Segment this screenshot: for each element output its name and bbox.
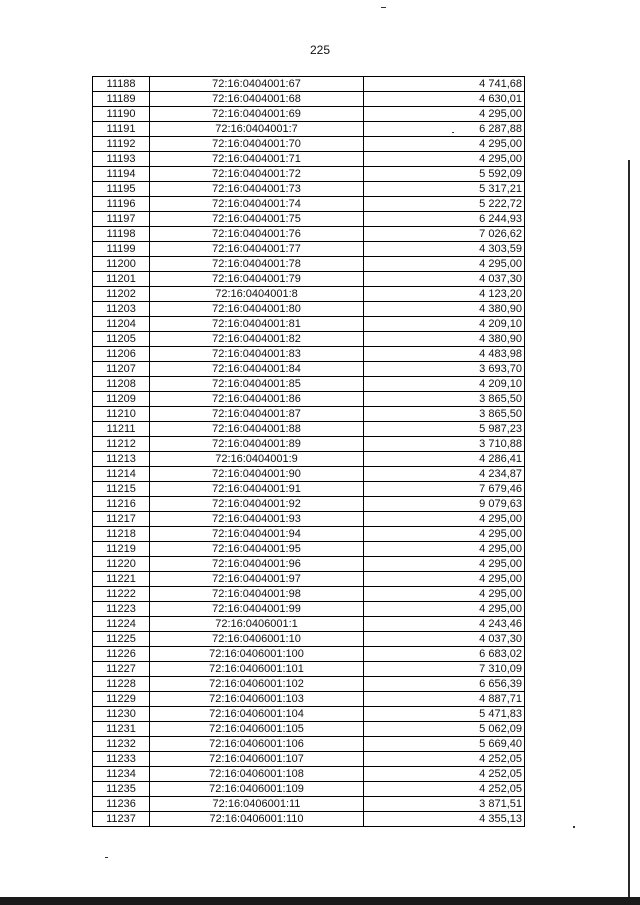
table-row xyxy=(93,287,525,302)
row-number-cell: 11198 xyxy=(93,227,150,242)
table-row xyxy=(93,122,525,137)
cadastral-number-cell: 72:16:0404001:90 xyxy=(150,467,364,482)
cadastral-value-cell: 4 252,05 xyxy=(364,752,525,767)
cadastral-number-cell: 72:16:0404001:74 xyxy=(150,197,364,212)
cadastral-value-cell: 4 483,98 xyxy=(364,347,525,362)
table-row xyxy=(93,557,525,572)
row-number-cell: 11213 xyxy=(93,452,150,467)
row-number-cell: 11221 xyxy=(93,572,150,587)
row-number-cell: 11201 xyxy=(93,272,150,287)
row-number-cell: 11235 xyxy=(93,782,150,797)
row-number-cell: 11207 xyxy=(93,362,150,377)
cadastral-number-cell: 72:16:0404001:99 xyxy=(150,602,364,617)
cadastral-number-cell: 72:16:0406001:107 xyxy=(150,752,364,767)
row-number-cell: 11214 xyxy=(93,467,150,482)
row-number-cell: 11188 xyxy=(93,77,150,92)
cadastral-value-cell: 3 871,51 xyxy=(364,797,525,812)
cadastral-value-cell: 5 592,09 xyxy=(364,167,525,182)
row-number-cell: 11218 xyxy=(93,527,150,542)
row-number-cell: 11211 xyxy=(93,422,150,437)
cadastral-value-cell: 4 243,46 xyxy=(364,617,525,632)
cadastral-value-cell: 5 471,83 xyxy=(364,707,525,722)
table-row xyxy=(93,752,525,767)
table-row xyxy=(93,302,525,317)
cadastral-number-cell: 72:16:0406001:1 xyxy=(150,617,364,632)
cadastral-number-cell: 72:16:0404001:87 xyxy=(150,407,364,422)
scan-edge-right xyxy=(628,160,630,905)
cadastral-number-cell: 72:16:0406001:103 xyxy=(150,692,364,707)
cadastral-value-cell: 5 669,40 xyxy=(364,737,525,752)
scan-speck xyxy=(452,132,454,133)
cadastral-number-cell: 72:16:0404001:86 xyxy=(150,392,364,407)
cadastral-number-cell: 72:16:0406001:100 xyxy=(150,647,364,662)
cadastral-value-cell: 6 683,02 xyxy=(364,647,525,662)
row-number-cell: 11227 xyxy=(93,662,150,677)
table-row xyxy=(93,527,525,542)
cadastral-number-cell: 72:16:0406001:110 xyxy=(150,812,364,827)
table-row xyxy=(93,782,525,797)
cadastral-number-cell: 72:16:0404001:83 xyxy=(150,347,364,362)
cadastral-value-cell: 4 295,00 xyxy=(364,557,525,572)
cadastral-number-cell: 72:16:0406001:10 xyxy=(150,632,364,647)
table-row xyxy=(93,212,525,227)
cadastral-number-cell: 72:16:0404001:97 xyxy=(150,572,364,587)
cadastral-number-cell: 72:16:0404001:91 xyxy=(150,482,364,497)
cadastral-number-cell: 72:16:0404001:77 xyxy=(150,242,364,257)
row-number-cell: 11192 xyxy=(93,137,150,152)
cadastral-value-cell: 5 062,09 xyxy=(364,722,525,737)
cadastral-value-cell: 7 026,62 xyxy=(364,227,525,242)
row-number-cell: 11231 xyxy=(93,722,150,737)
row-number-cell: 11224 xyxy=(93,617,150,632)
row-number-cell: 11216 xyxy=(93,497,150,512)
row-number-cell: 11217 xyxy=(93,512,150,527)
scan-speck xyxy=(105,857,108,858)
table-row xyxy=(93,152,525,167)
cadastral-value-cell: 4 252,05 xyxy=(364,782,525,797)
cadastral-number-cell: 72:16:0404001:93 xyxy=(150,512,364,527)
table-row xyxy=(93,272,525,287)
cadastral-value-cell: 4 295,00 xyxy=(364,542,525,557)
cadastral-value-cell: 4 295,00 xyxy=(364,152,525,167)
cadastral-value-cell: 5 987,23 xyxy=(364,422,525,437)
cadastral-number-cell: 72:16:0404001:76 xyxy=(150,227,364,242)
table-row xyxy=(93,227,525,242)
cadastral-value-cell: 6 244,93 xyxy=(364,212,525,227)
row-number-cell: 11228 xyxy=(93,677,150,692)
row-number-cell: 11195 xyxy=(93,182,150,197)
row-number-cell: 11215 xyxy=(93,482,150,497)
cadastral-value-cell: 6 656,39 xyxy=(364,677,525,692)
row-number-cell: 11204 xyxy=(93,317,150,332)
cadastral-number-cell: 72:16:0404001:69 xyxy=(150,107,364,122)
row-number-cell: 11210 xyxy=(93,407,150,422)
cadastral-value-cell: 4 887,71 xyxy=(364,692,525,707)
row-number-cell: 11199 xyxy=(93,242,150,257)
cadastral-number-cell: 72:16:0404001:82 xyxy=(150,332,364,347)
row-number-cell: 11220 xyxy=(93,557,150,572)
cadastral-number-cell: 72:16:0404001:68 xyxy=(150,92,364,107)
table-row xyxy=(93,362,525,377)
table-row xyxy=(93,467,525,482)
table-row xyxy=(93,617,525,632)
row-number-cell: 11205 xyxy=(93,332,150,347)
cadastral-value-cell: 4 295,00 xyxy=(364,572,525,587)
cadastral-number-cell: 72:16:0404001:7 xyxy=(150,122,364,137)
row-number-cell: 11212 xyxy=(93,437,150,452)
table-row xyxy=(93,257,525,272)
cadastral-number-cell: 72:16:0404001:89 xyxy=(150,437,364,452)
row-number-cell: 11197 xyxy=(93,212,150,227)
cadastral-value-cell: 4 303,59 xyxy=(364,242,525,257)
table-row xyxy=(93,512,525,527)
table-row xyxy=(93,767,525,782)
cadastral-value-cell: 4 295,00 xyxy=(364,512,525,527)
cadastral-value-cell: 4 295,00 xyxy=(364,137,525,152)
table-row xyxy=(93,437,525,452)
scan-speck xyxy=(573,826,575,828)
cadastral-value-cell: 3 710,88 xyxy=(364,437,525,452)
table-row xyxy=(93,722,525,737)
cadastral-value-cell: 4 380,90 xyxy=(364,302,525,317)
cadastral-number-cell: 72:16:0404001:78 xyxy=(150,257,364,272)
scan-speck xyxy=(381,7,386,8)
page-number: 225 xyxy=(309,43,331,57)
table-row xyxy=(93,422,525,437)
table-row xyxy=(93,317,525,332)
table-row xyxy=(93,377,525,392)
table-row xyxy=(93,587,525,602)
table-row xyxy=(93,92,525,107)
cadastral-number-cell: 72:16:0404001:94 xyxy=(150,527,364,542)
row-number-cell: 11191 xyxy=(93,122,150,137)
table-row xyxy=(93,692,525,707)
cadastral-value-cell: 3 865,50 xyxy=(364,392,525,407)
table-row xyxy=(93,197,525,212)
cadastral-number-cell: 72:16:0406001:101 xyxy=(150,662,364,677)
row-number-cell: 11230 xyxy=(93,707,150,722)
cadastral-number-cell: 72:16:0404001:67 xyxy=(150,77,364,92)
cadastral-value-cell: 4 209,10 xyxy=(364,377,525,392)
table-row xyxy=(93,347,525,362)
cadastral-number-cell: 72:16:0404001:75 xyxy=(150,212,364,227)
table-row xyxy=(93,107,525,122)
cadastral-value-cell: 5 317,21 xyxy=(364,182,525,197)
table-row xyxy=(93,707,525,722)
cadastral-number-cell: 72:16:0404001:85 xyxy=(150,377,364,392)
row-number-cell: 11196 xyxy=(93,197,150,212)
table-row xyxy=(93,392,525,407)
table-body xyxy=(93,77,525,827)
cadastral-number-cell: 72:16:0404001:80 xyxy=(150,302,364,317)
cadastral-value-cell: 4 295,00 xyxy=(364,257,525,272)
table-row xyxy=(93,407,525,422)
cadastral-number-cell: 72:16:0404001:95 xyxy=(150,542,364,557)
row-number-cell: 11233 xyxy=(93,752,150,767)
cadastral-number-cell: 72:16:0406001:11 xyxy=(150,797,364,812)
cadastral-value-cell: 4 741,68 xyxy=(364,77,525,92)
row-number-cell: 11190 xyxy=(93,107,150,122)
cadastral-number-cell: 72:16:0404001:71 xyxy=(150,152,364,167)
cadastral-number-cell: 72:16:0404001:73 xyxy=(150,182,364,197)
cadastral-number-cell: 72:16:0404001:92 xyxy=(150,497,364,512)
cadastral-number-cell: 72:16:0404001:84 xyxy=(150,362,364,377)
row-number-cell: 11193 xyxy=(93,152,150,167)
row-number-cell: 11222 xyxy=(93,587,150,602)
table-row xyxy=(93,182,525,197)
cadastral-number-cell: 72:16:0404001:9 xyxy=(150,452,364,467)
row-number-cell: 11223 xyxy=(93,602,150,617)
cadastral-value-cell: 6 287,88 xyxy=(364,122,525,137)
table-row xyxy=(93,572,525,587)
row-number-cell: 11189 xyxy=(93,92,150,107)
cadastral-value-cell: 4 630,01 xyxy=(364,92,525,107)
cadastral-number-cell: 72:16:0406001:102 xyxy=(150,677,364,692)
table-row xyxy=(93,812,525,827)
cadastral-value-cell: 4 295,00 xyxy=(364,602,525,617)
table-row xyxy=(93,332,525,347)
row-number-cell: 11232 xyxy=(93,737,150,752)
scan-edge-bottom xyxy=(0,897,640,905)
cadastral-value-cell: 4 209,10 xyxy=(364,317,525,332)
row-number-cell: 11209 xyxy=(93,392,150,407)
cadastral-number-cell: 72:16:0404001:81 xyxy=(150,317,364,332)
table-row xyxy=(93,77,525,92)
table-row xyxy=(93,632,525,647)
cadastral-number-cell: 72:16:0406001:105 xyxy=(150,722,364,737)
table-row xyxy=(93,242,525,257)
table-row xyxy=(93,737,525,752)
cadastral-number-cell: 72:16:0406001:104 xyxy=(150,707,364,722)
cadastral-value-cell: 3 693,70 xyxy=(364,362,525,377)
cadastral-value-cell: 4 380,90 xyxy=(364,332,525,347)
row-number-cell: 11206 xyxy=(93,347,150,362)
table-row xyxy=(93,542,525,557)
row-number-cell: 11237 xyxy=(93,812,150,827)
table-row xyxy=(93,497,525,512)
table-row xyxy=(93,602,525,617)
cadastral-value-cell: 4 252,05 xyxy=(364,767,525,782)
cadastral-value-cell: 9 079,63 xyxy=(364,497,525,512)
cadastral-value-cell: 4 234,87 xyxy=(364,467,525,482)
cadastral-value-cell: 7 679,46 xyxy=(364,482,525,497)
cadastral-value-cell: 4 037,30 xyxy=(364,632,525,647)
cadastral-value-cell: 4 037,30 xyxy=(364,272,525,287)
row-number-cell: 11203 xyxy=(93,302,150,317)
row-number-cell: 11234 xyxy=(93,767,150,782)
cadastral-number-cell: 72:16:0404001:8 xyxy=(150,287,364,302)
cadastral-number-cell: 72:16:0404001:98 xyxy=(150,587,364,602)
cadastral-value-cell: 4 355,13 xyxy=(364,812,525,827)
row-number-cell: 11229 xyxy=(93,692,150,707)
cadastral-number-cell: 72:16:0406001:106 xyxy=(150,737,364,752)
cadastral-value-cell: 5 222,72 xyxy=(364,197,525,212)
cadastral-value-cell: 4 286,41 xyxy=(364,452,525,467)
table-row xyxy=(93,677,525,692)
row-number-cell: 11208 xyxy=(93,377,150,392)
row-number-cell: 11225 xyxy=(93,632,150,647)
cadastral-number-cell: 72:16:0406001:108 xyxy=(150,767,364,782)
row-number-cell: 11219 xyxy=(93,542,150,557)
cadastral-value-cell: 7 310,09 xyxy=(364,662,525,677)
cadastral-number-cell: 72:16:0404001:72 xyxy=(150,167,364,182)
cadastral-value-table xyxy=(92,76,525,827)
cadastral-value-cell: 4 295,00 xyxy=(364,587,525,602)
table-row xyxy=(93,482,525,497)
cadastral-number-cell: 72:16:0404001:79 xyxy=(150,272,364,287)
table-row xyxy=(93,662,525,677)
cadastral-value-cell: 3 865,50 xyxy=(364,407,525,422)
table-row xyxy=(93,167,525,182)
cadastral-value-cell: 4 295,00 xyxy=(364,527,525,542)
table-row xyxy=(93,452,525,467)
row-number-cell: 11194 xyxy=(93,167,150,182)
cadastral-number-cell: 72:16:0404001:70 xyxy=(150,137,364,152)
cadastral-number-cell: 72:16:0404001:96 xyxy=(150,557,364,572)
cadastral-number-cell: 72:16:0406001:109 xyxy=(150,782,364,797)
cadastral-value-cell: 4 295,00 xyxy=(364,107,525,122)
table-row xyxy=(93,647,525,662)
row-number-cell: 11202 xyxy=(93,287,150,302)
table-row xyxy=(93,797,525,812)
cadastral-value-cell: 4 123,20 xyxy=(364,287,525,302)
row-number-cell: 11236 xyxy=(93,797,150,812)
table-row xyxy=(93,137,525,152)
row-number-cell: 11226 xyxy=(93,647,150,662)
row-number-cell: 11200 xyxy=(93,257,150,272)
cadastral-number-cell: 72:16:0404001:88 xyxy=(150,422,364,437)
